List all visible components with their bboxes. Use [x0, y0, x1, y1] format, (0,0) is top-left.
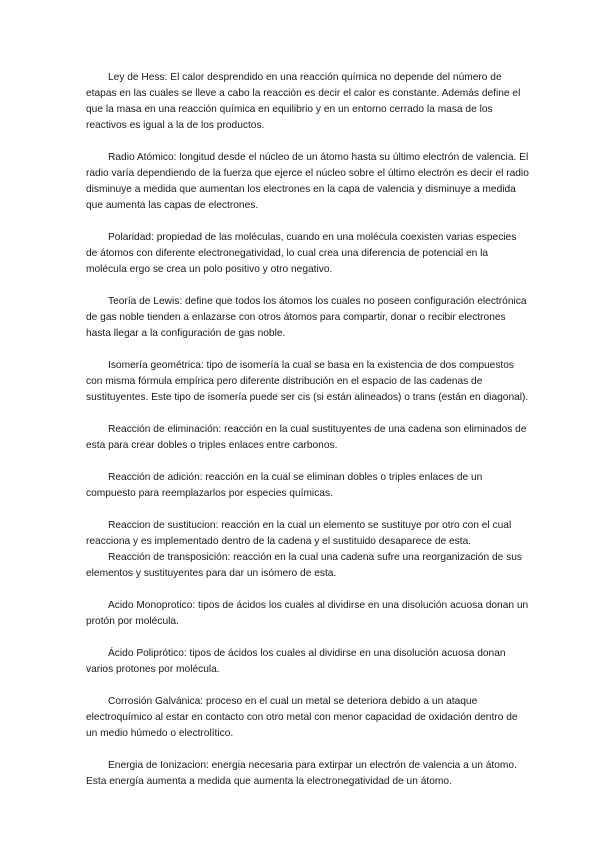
- paragraph-teoria-de-lewis: Teoría de Lewis: define que todos los átomos los cuales no poseen configuración electrónica de gas noble tienden a enlazarse con otros átomos para compartir, donar o recibir electrones hasta llegar a la configuración de gas noble.: [86, 296, 527, 339]
- paragraph-energia-de-ionizacion: Energia de Ionizacion: energia necesaria para extirpar un electrón de valencia a un átomo. Esta energía aumenta a medida que aumenta la electronegatividad de un átomo.: [86, 760, 517, 787]
- paragraph-corrosion-galvanica: Corrosión Galvánica: proceso en el cual un metal se deteriora debido a un ataque electroquímico al estar en contacto con otro metal con menor capacidad de oxidación dentro de un medio húmedo o electrolítico.: [86, 696, 518, 739]
- paragraph-isomeria-geometrica: Isomería geométrica: tipo de isomería la cual se basa en la existencia de dos compuestos con misma fórmula empírica pero diferente distribución en el espacio de las cadenas de sustituyentes. Este tipo de isomería puede ser cis (si están alineados) o trans (están en diagonal).: [86, 360, 529, 403]
- paragraph-polaridad: Polaridad: propiedad de las moléculas, cuando en una molécula coexisten varias especies de átomos con diferente electronegatividad, lo cual crea una diferencia de potencial en la molécula ergo se crea un polo positivo y otro negativo.: [86, 232, 517, 275]
- paragraph-ley-de-hess: Ley de Hess: El calor desprendido en una reacción química no depende del número de etapas en las cuales se lleve a cabo la reacción es decir el calor es constante. Además define el que la masa en una reacción química en equilibrio y en un entorno cerrado la masa de los reactivos es igual a la de los productos.: [86, 72, 521, 131]
- paragraph-reaccion-de-eliminacion: Reacción de eliminación: reacción en la cual sustituyentes de una cadena son eliminados de esta para crear dobles o triples enlaces entre carbonos.: [86, 424, 527, 451]
- paragraph-acido-monoprotico: Acido Monoprotico: tipos de ácidos los cuales al dividirse en una disolución acuosa donan un protón por molécula.: [86, 600, 529, 627]
- paragraph-reaccion-de-adicion: Reacción de adición: reacción en la cual se eliminan dobles o triples enlaces de un compuesto para reemplazarlos por especies químicas.: [86, 472, 483, 499]
- paragraph-reaccion-de-sustitucion: Reaccion de sustitucion: reacción en la cual un elemento se sustituye por otro con el cual reacciona y es implementado dentro de la cadena y el sustituido desaparece de esta.: [86, 520, 512, 547]
- paragraph-acido-poliprotico: Ácido Poliprótico: tipos de ácidos los cuales al dividirse en una disolución acuosa donan varios protones por molécula.: [86, 648, 506, 675]
- paragraph-reaccion-de-transposicion: Reacción de transposición: reacción en la cual una cadena sufre una reorganización de sus elementos y sustituyentes para dar un isómero de esta.: [86, 552, 522, 579]
- document-page: [86, 70, 530, 806]
- paragraph-radio-atomico: Radio Atómico: longitud desde el núcleo de un átomo hasta su último electrón de valencia. El radio varía dependiendo de la fuerza que ejerce el núcleo sobre el último electrón es decir el radio disminuye a medida que aumentan los electrones en la capa de valencia y disminuye a medida que aumenta las capas de electrones.: [86, 152, 529, 211]
